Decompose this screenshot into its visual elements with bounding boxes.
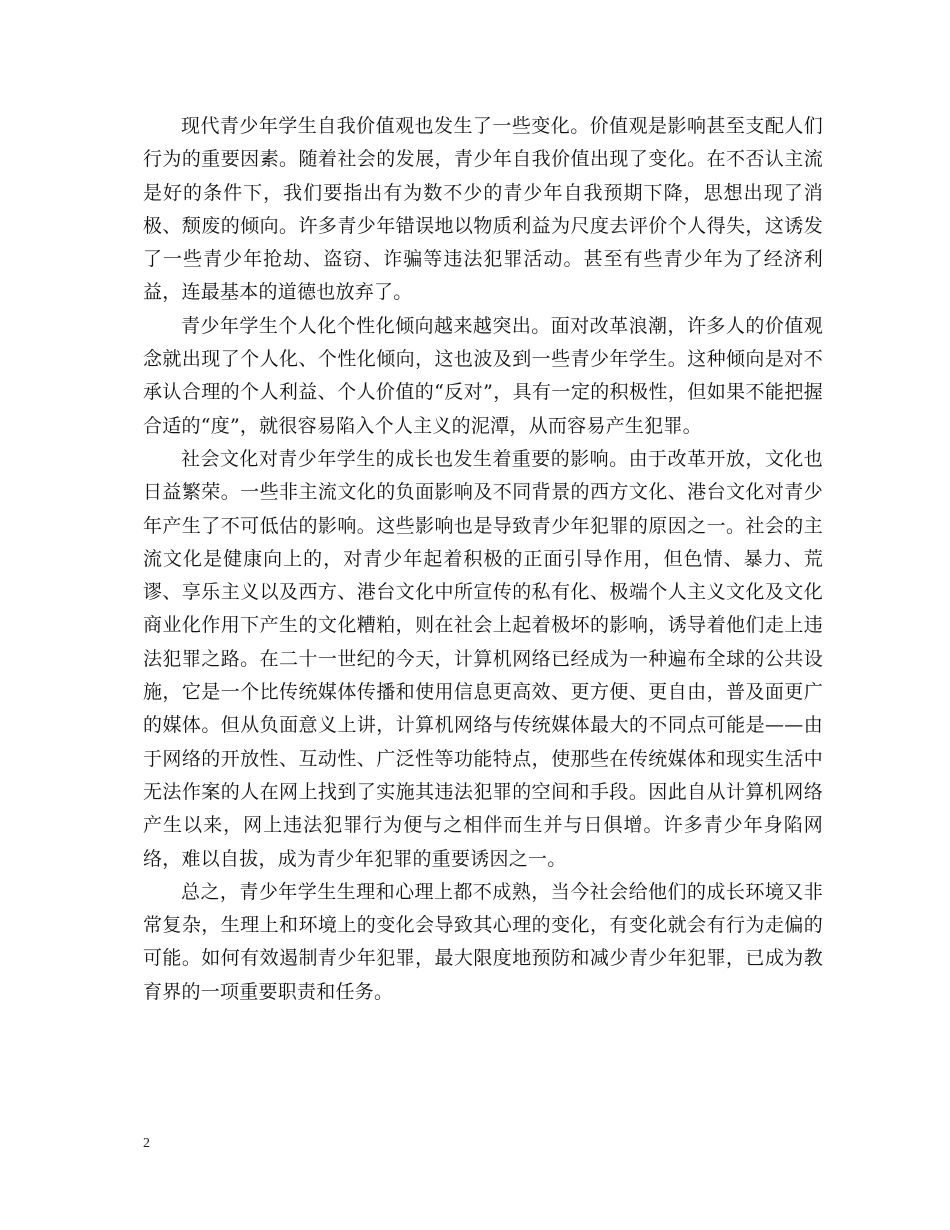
- paragraph-social-culture: 社会文化对青少年学生的成长也发生着重要的影响。由于改革开放，文化也日益繁荣。一些非主流文化的负面影响及不同背景的西方文化、港台文化对青少年产生了不可低估的影响。这些影响也是导致青少年犯罪的原因之一。社会的主流文化是健康向上的，对青少年起着积极的正面引导作用，但色情、暴力、荒谬、享乐主义以及西方、港台文化中所宣传的私有化、极端个人主义文化及文化商业化作用下产生的文化糟粕，则在社会上起着极坏的影响，诱导着他们走上违法犯罪之路。在二十一世纪的今天，计算机网络已经成为一种遍布全球的公共设施，它是一个比传统媒体传播和使用信息更高效、更方便、更自由，普及面更广的媒体。但从负面意义上讲，计算机网络与传统媒体最大的不同点可能是——由于网络的开放性、互动性、广泛性等功能特点，使那些在传统媒体和现实生活中无法作案的人在网上找到了实施其违法犯罪的空间和手段。因此自从计算机网络产生以来，网上违法犯罪行为便与之相伴而生并与日俱增。许多青少年身陷网络，难以自拔，成为青少年犯罪的重要诱因之一。: [143, 447, 823, 870]
- paragraph-individualism: 青少年学生个人化个性化倾向越来越突出。面对改革浪潮，许多人的价值观念就出现了个人化、个性化倾向，这也波及到一些青少年学生。这种倾向是对不承认合理的个人利益、个人价值的“反对”，具有一定的积极性，但如果不能把握合适的“度”，就很容易陷入个人主义的泥潭，从而容易产生犯罪。: [143, 314, 823, 437]
- page-number: 2: [143, 1136, 150, 1151]
- paragraph-values-change: 现代青少年学生自我价值观也发生了一些变化。价值观是影响甚至支配人们行为的重要因素。随着社会的发展，青少年自我价值出现了变化。在不否认主流是好的条件下，我们要指出有为数不少的青少年自我预期下降，思想出现了消极、颓废的倾向。许多青少年错误地以物质利益为尺度去评价个人得失，这诱发了一些青少年抢劫、盗窃、诈骗等违法犯罪活动。甚至有些青少年为了经济利益，连最基本的道德也放弃了。: [143, 115, 823, 304]
- paragraph-conclusion: 总之，青少年学生生理和心理上都不成熟，当今社会给他们的成长环境又非常复杂，生理上和环境上的变化会导致其心理的变化，有变化就会有行为走偏的可能。如何有效遏制青少年犯罪，最大限度地预防和减少青少年犯罪，已成为教育界的一项重要职责和任务。: [143, 880, 823, 1003]
- body-text: [143, 110, 823, 1009]
